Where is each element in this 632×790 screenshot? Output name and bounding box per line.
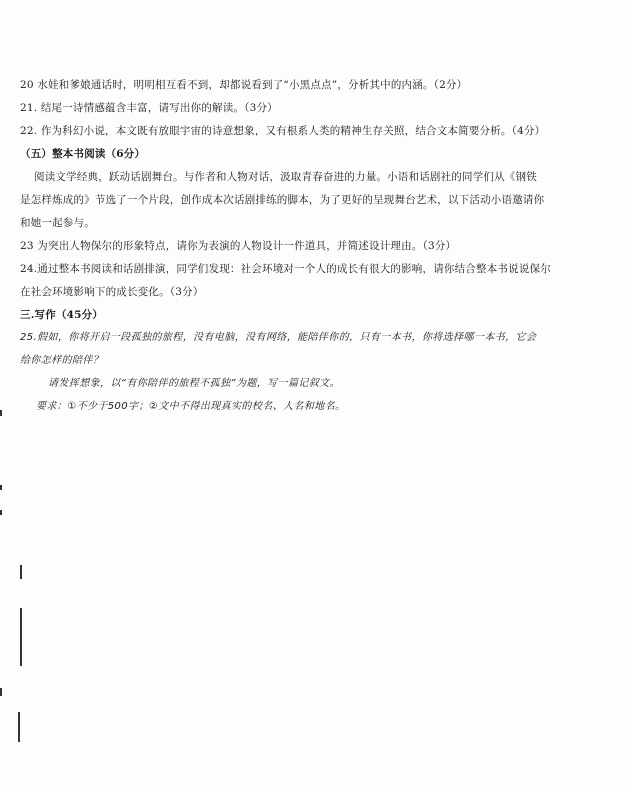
section-5-intro-line-1: 阅读文学经典，跃动话剧舞台。与作者和人物对话，汲取青春奋进的力量。小语和话剧社的同学们从《钢铁 (34, 171, 537, 183)
scan-mark-4 (20, 565, 22, 579)
section-3-heading: 三.写作（45分） (20, 309, 104, 321)
question-22: 22. 作为科幻小说，本文既有放眼宇宙的诗意想象，又有根系人类的精神生存关照，结合文本简要分析。（4分） (20, 125, 546, 137)
scan-mark-7 (18, 712, 20, 742)
question-24-line-2: 在社会环境影响下的成长变化。（3分） (20, 286, 204, 298)
section-5-intro-line-2: 是怎样炼成的》节选了一个片段，创作成本次话剧排练的脚本，为了更好的呈现舞台艺术，以下活动小语邀请你 (20, 194, 545, 206)
section-5-heading: （五）整本书阅读（6分） (20, 148, 146, 160)
scan-mark-5 (20, 608, 22, 666)
scan-mark-3 (0, 510, 2, 515)
scan-mark-1 (0, 410, 2, 416)
scan-mark-6 (0, 688, 2, 696)
question-25-line-2: 给你怎样的陪伴？ (20, 355, 104, 366)
writing-instruction: 请发挥想象，以“有你陪伴的旅程不孤独”为题，写一篇记叙文。 (48, 378, 340, 389)
section-5-intro-line-3: 和她一起参与。 (20, 217, 95, 229)
question-25-line-1: 25.假如，你将开启一段孤独的旅程，没有电脑，没有网络，能陪伴你的，只有一本书，你将选择哪一本书，它会 (20, 332, 537, 343)
question-24-line-1: 24.通过整本书阅读和话剧排演，同学们发现：社会环境对一个人的成长有很大的影响，请你结合整本书说说保尔 (20, 263, 551, 275)
writing-requirements: 要求：①不少于500字；②文中不得出现真实的校名、人名和地名。 (36, 401, 346, 412)
question-23: 23 为突出人物保尔的形象特点，请你为表演的人物设计一件道具，并简述设计理由。（3分） (20, 240, 457, 252)
scan-mark-2 (0, 485, 2, 490)
question-20: 20 水娃和爹娘通话时，明明相互看不到，却都说看到了“小黑点点”，分析其中的内涵。（2分） (20, 79, 468, 91)
question-21: 21. 结尾一诗情感蕴含丰富，请写出你的解读。（3分） (20, 102, 278, 114)
